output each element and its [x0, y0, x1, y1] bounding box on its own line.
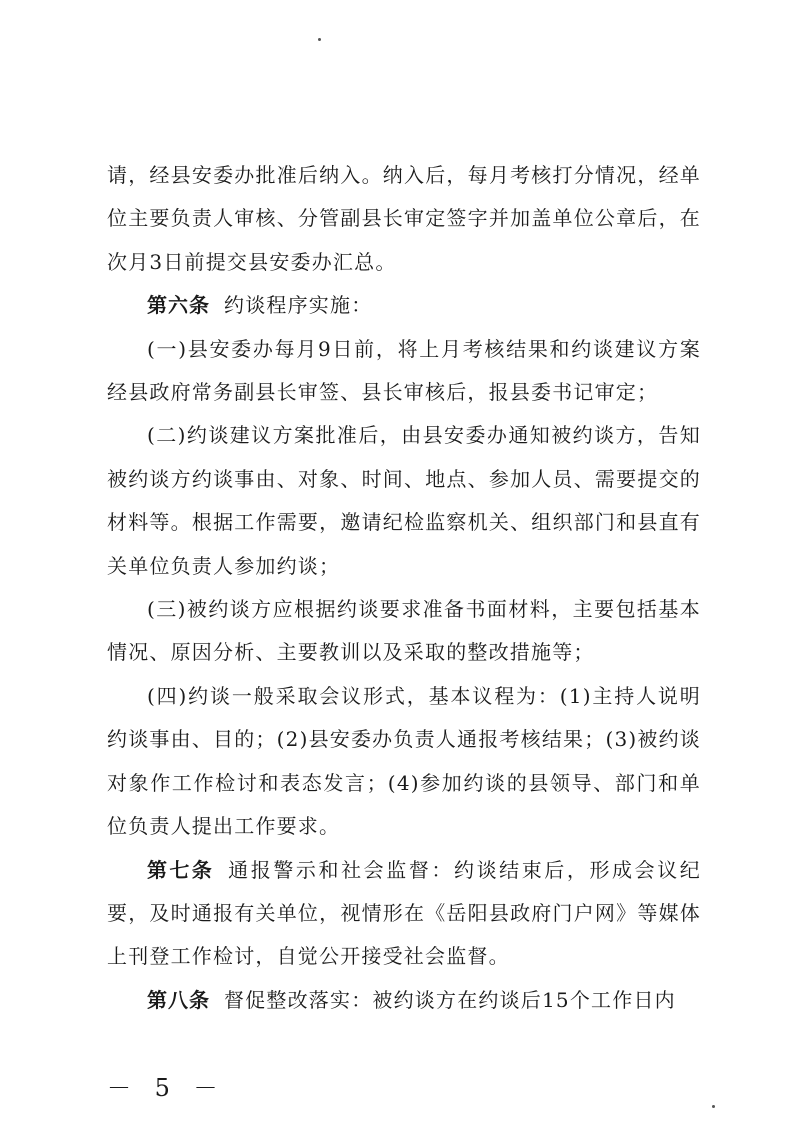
paragraph-text: (一)县安委办每月9日前，将上月考核结果和约谈建议方案经县政府常务副县长审签、县长审核后，报县委书记审定； [107, 336, 701, 405]
paragraph-continuation [107, 154, 701, 284]
document-body [107, 154, 701, 1022]
paragraph-text: 通报警示和社会监督：约谈结束后，形成会议纪要，及时通报有关单位，视情形在《岳阳县政府门户网》等媒体上刊登工作检讨，自觉公开接受社会监督。 [107, 857, 702, 969]
paragraph-text: 请，经县安委办批准后纳入。纳入后，每月考核打分情况，经单位主要负责人审核、分管副县长审定签字并加盖单位公章后，在次月3日前提交县安委办汇总。 [107, 163, 701, 274]
paragraph-text: (三)被约谈方应根据约谈要求准备书面材料，主要包括基本情况、原因分析、主要教训以及采取的整改措施等； [107, 597, 701, 665]
article-6-item-2 [107, 414, 701, 588]
article-heading: 第七条 [147, 857, 215, 882]
article-heading: 第八条 [147, 987, 210, 1012]
article-6-item-3 [107, 588, 701, 675]
paragraph-text: (二)约谈建议方案批准后，由县安委办通知被约谈方，告知被约谈方约谈事由、对象、时间、地点、参加人员、需要提交的材料等。根据工作需要，邀请纪检监察机关、组织部门和县直有关单位负责人参加约谈； [107, 423, 701, 578]
paragraph-text: 约谈程序实施： [224, 293, 373, 318]
paragraph-text: 督促整改落实：被约谈方在约谈后15个工作日内 [224, 987, 676, 1012]
article-8 [107, 979, 701, 1022]
article-6-item-1 [107, 328, 701, 415]
article-6 [107, 284, 701, 327]
paragraph-text: (四)约谈一般采取会议形式，基本议程为：(1)主持人说明约谈事由、目的；(2)县安委办负责人通报考核结果；(3)被约谈对象作工作检讨和表态发言；(4)参加约谈的县领导、部门和单位负责人提出工作要求。 [107, 683, 701, 839]
scan-speck [318, 38, 321, 41]
article-7 [107, 849, 701, 979]
article-6-item-4 [107, 675, 701, 849]
article-heading: 第六条 [147, 293, 210, 318]
scan-speck [712, 1105, 715, 1108]
page-number: － 5 － [107, 1074, 226, 1102]
